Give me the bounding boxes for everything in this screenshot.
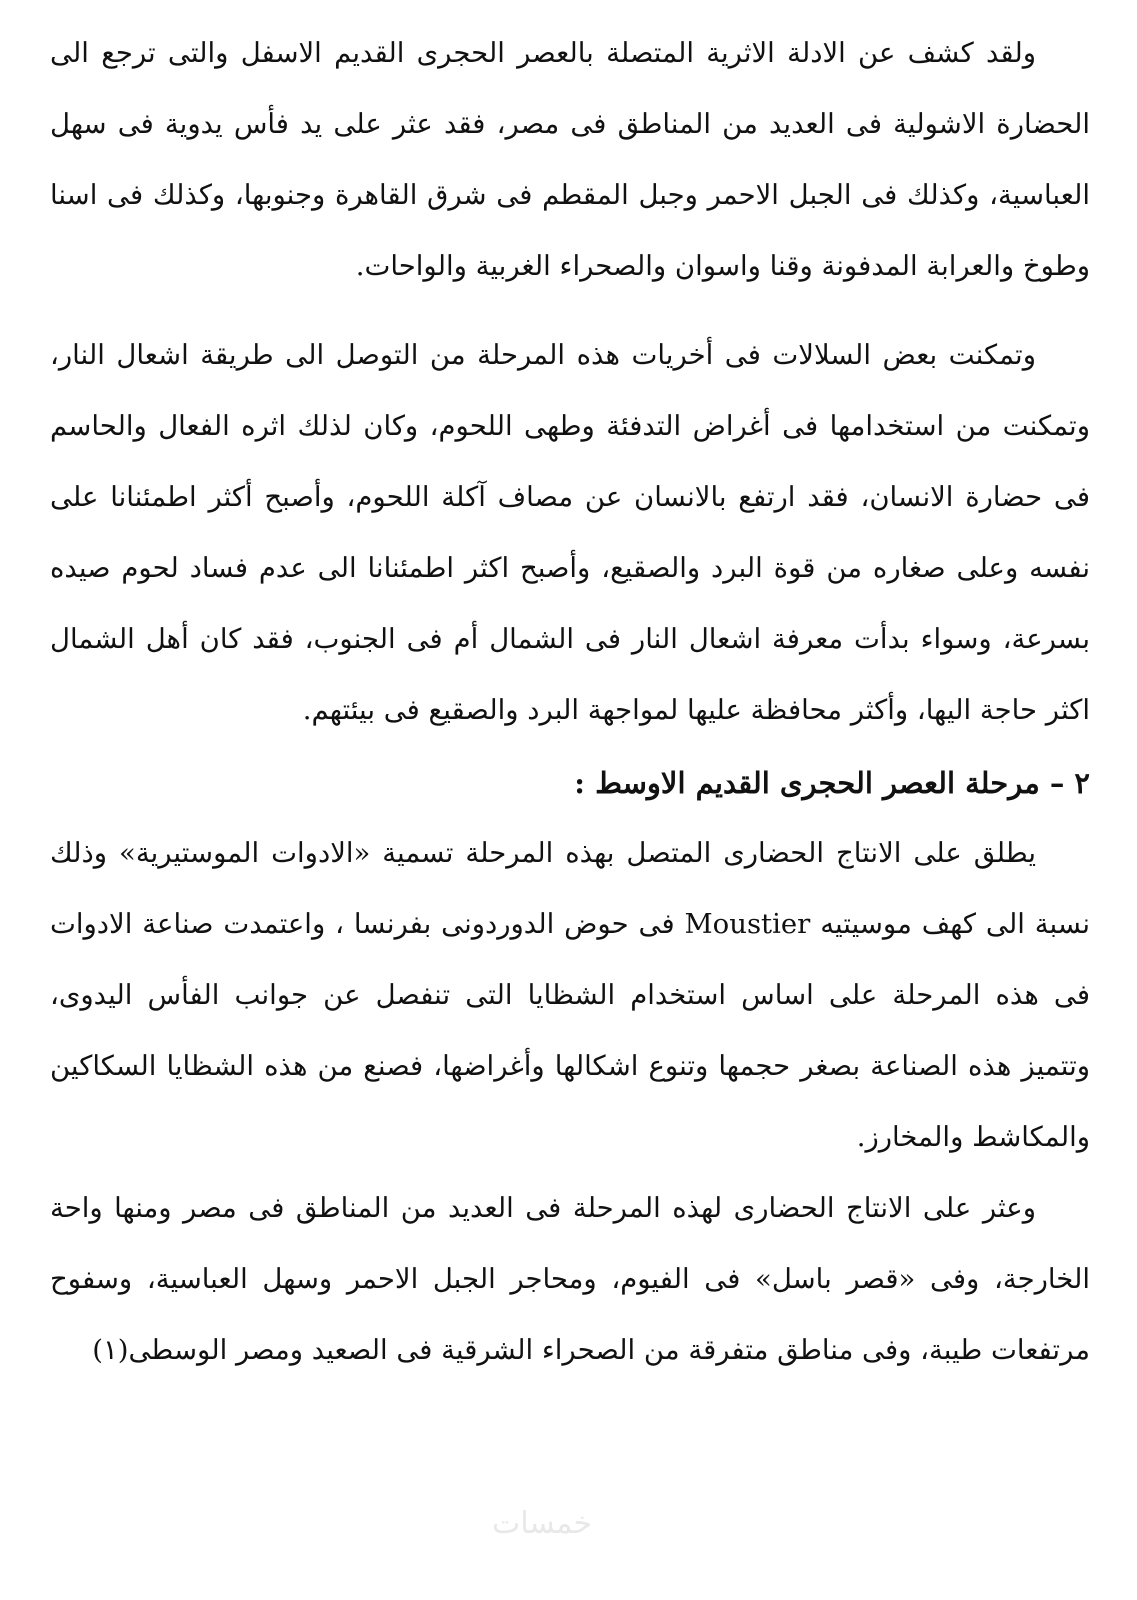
paragraph-lower-paleolithic-sites: ولقد كشف عن الادلة الاثرية المتصلة بالعصر الحجرى القديم الاسفل والتى ترجع الى الحضارة الاشولية فى العديد من المناطق فى مصر، فقد عثر على يد فأس يدوية فى سهل العباسية، وكذلك فى الجبل الاحمر وجبل المقطم فى شرق القاهرة وجنوبها، وكذلك فى اسنا وطوخ والعرابة المدفونة وقنا واسوان والصحراء الغربية والواحات. [50, 37, 1090, 282]
paragraph-fire-discovery: وتمكنت بعض السلالات فى أخريات هذه المرحلة من التوصل الى طريقة اشعال النار، وتمكنت من استخدامها فى أغراض التدفئة وطهى اللحوم، وكان لذلك اثره الفعال والحاسم فى حضارة الانسان، فقد ارتفع بالانسان عن مصاف آكلة اللحوم، وأصبح أكثر اطمئنانا على نفسه وعلى صغاره من قوة البرد والصقيع، وأصبح اكثر اطمئنانا الى عدم فساد لحوم صيده بسرعة، وسواء بدأت معرفة اشعال النار فى الشمال أم فى الجنوب، فقد كان أهل الشمال اكثر حاجة اليها، وأكثر محافظة عليها لمواجهة البرد والصقيع فى بيئتهم. [50, 339, 1090, 726]
section-heading-middle-paleolithic: ٢ – مرحلة العصر الحجرى القديم الاوسط : [574, 766, 1090, 800]
paragraph-egypt-sites: وعثر على الانتاج الحضارى لهذه المرحلة فى العديد من المناطق فى مصر ومنها واحة الخارجة، وفى «قصر باسل» فى الفيوم، ومحاجر الجبل الاحمر وسهل العباسية، وسفوح مرتفعات طيبة، وفى مناطق متفرقة من الصحراء الشرقية فى الصعيد ومصر الوسطى(١) [50, 1192, 1090, 1366]
document-page [50, 18, 1090, 1386]
watermark: خمسات [492, 1506, 593, 1541]
paragraph-mousterian-tools: يطلق على الانتاج الحضارى المتصل بهذه المرحلة تسمية «الادوات الموستيرية» وذلك نسبة الى كهف موسيتيه Moustier فى حوض الدوردونى بفرنسا ، واعتمدت صناعة الادوات فى هذه المرحلة على اساس استخدام الشظايا التى تنفصل عن جوانب الفأس اليدوى، وتتميز هذه الصناعة بصغر حجمها وتنوع اشكالها وأغراضها، فصنع من هذه الشظايا السكاكين والمكاشط والمخارز. [50, 837, 1090, 1153]
